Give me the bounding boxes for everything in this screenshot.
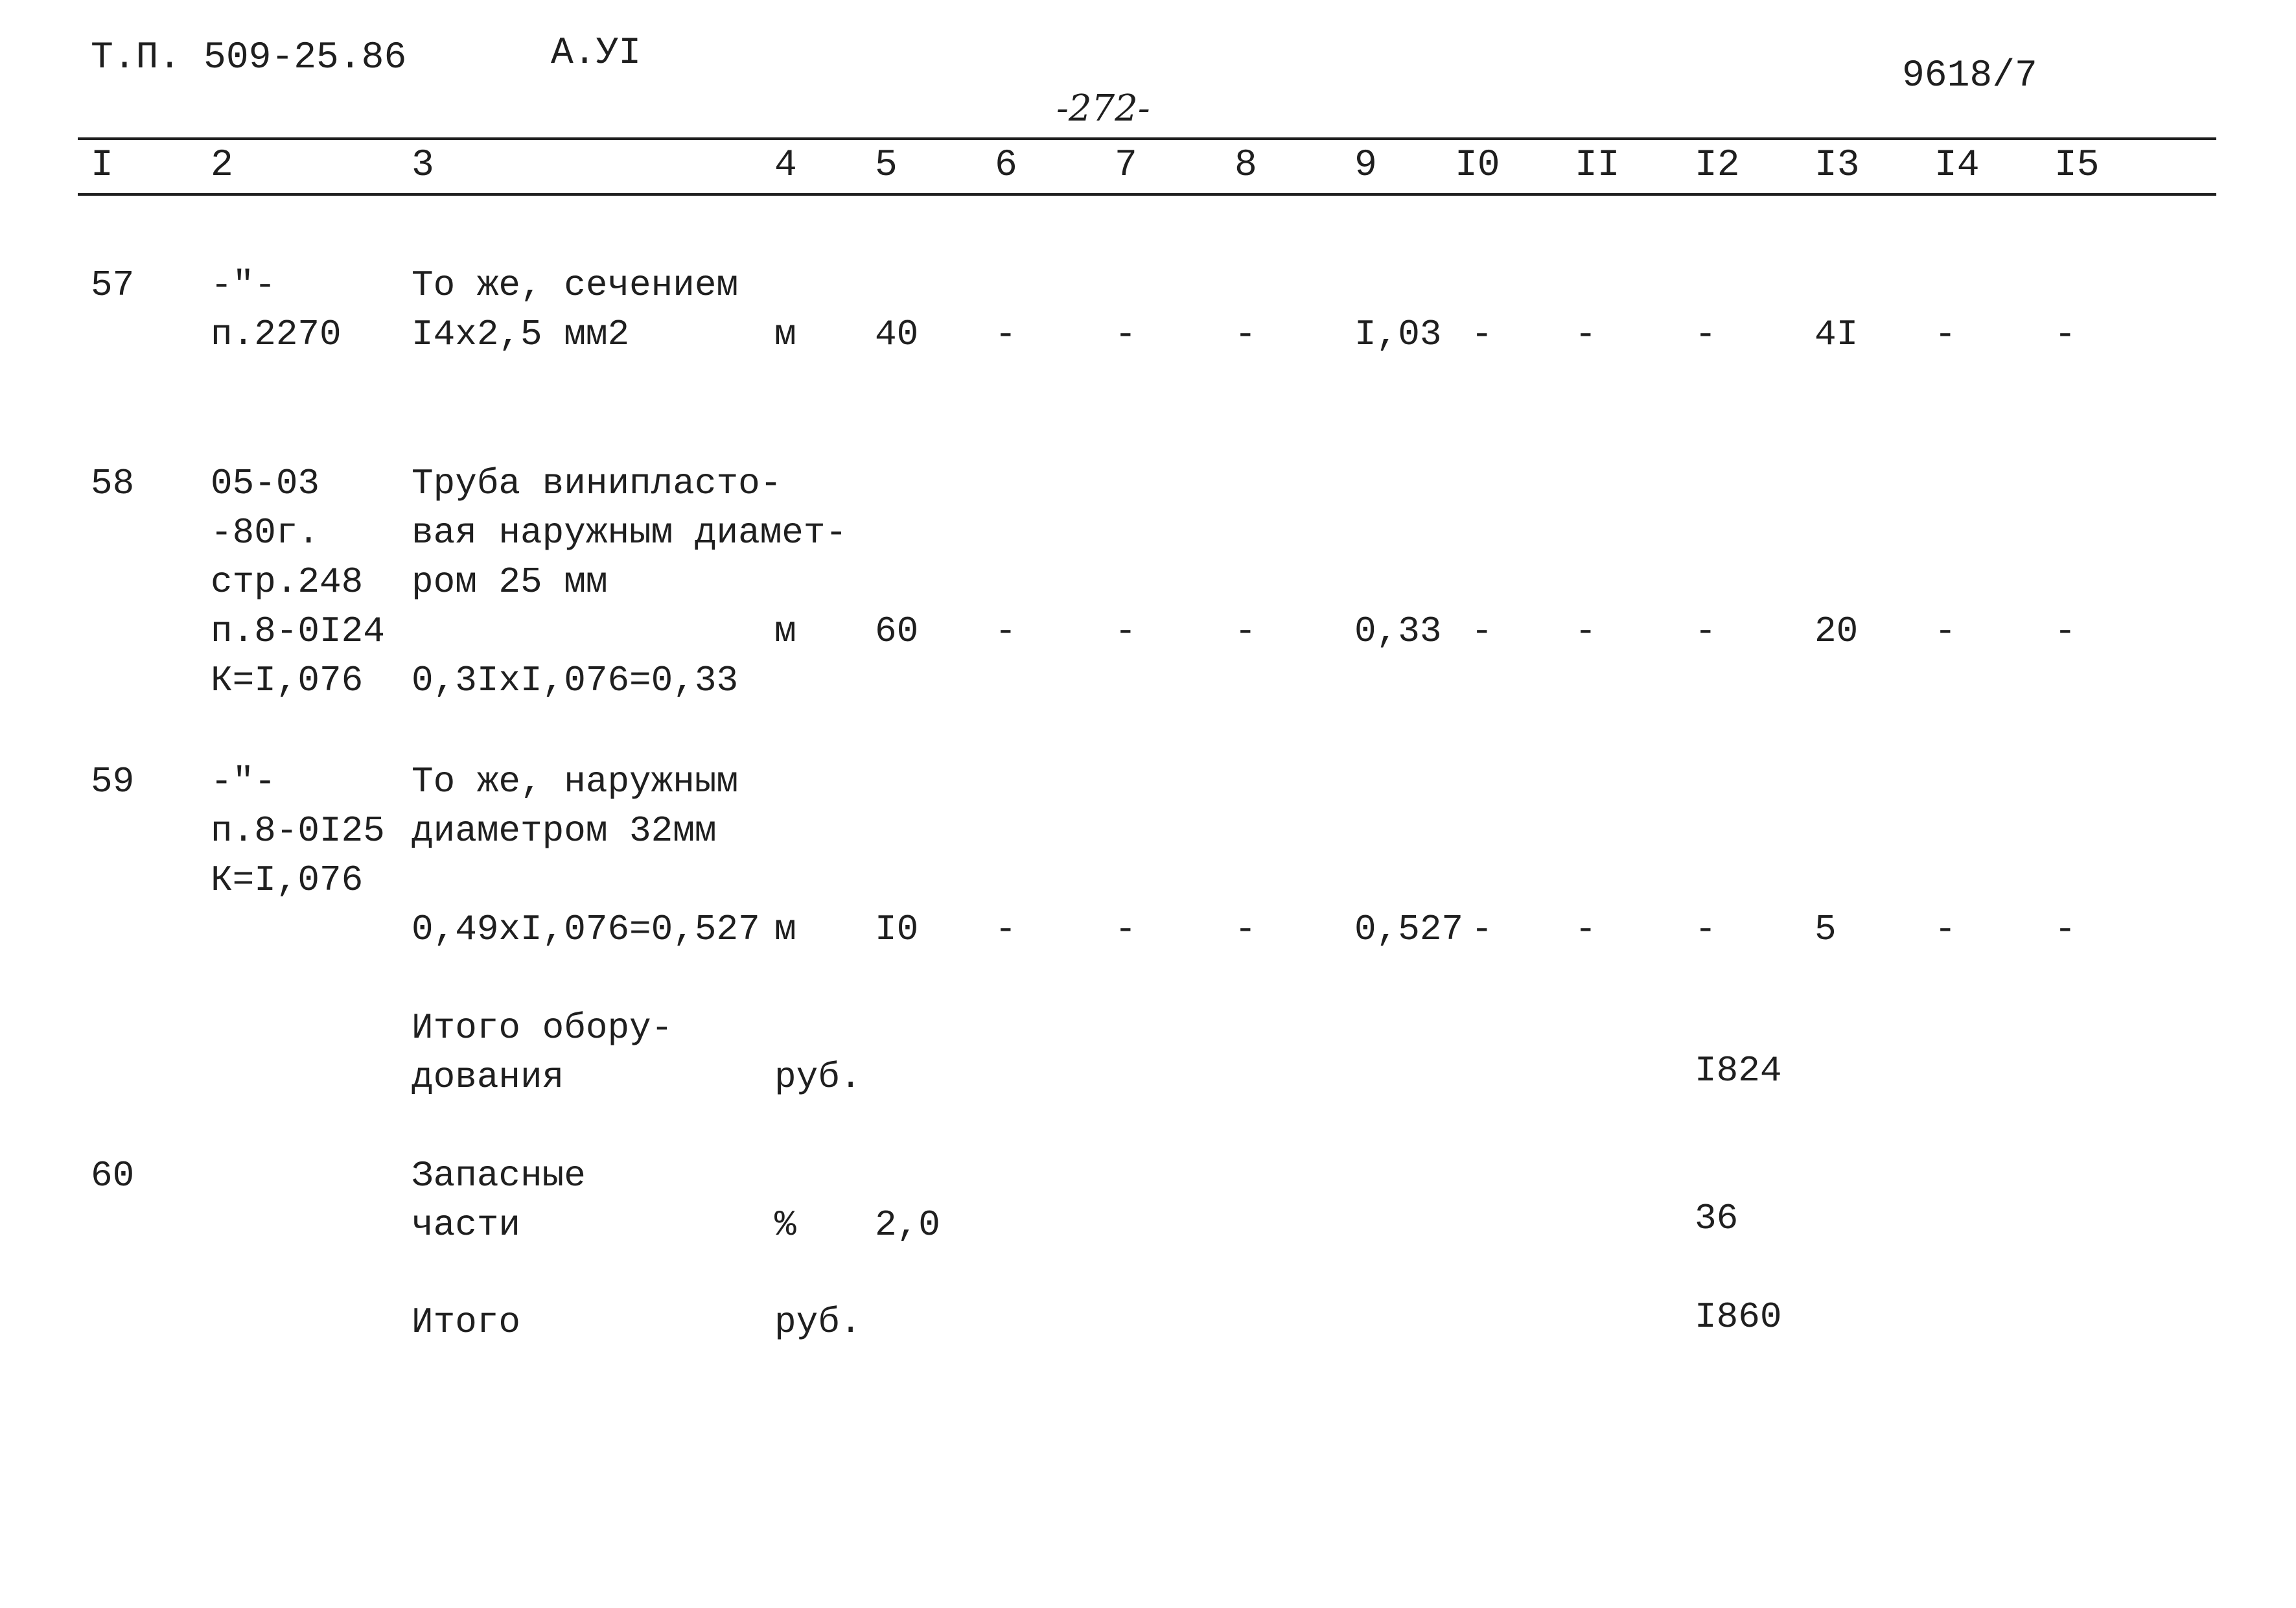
subtotal-label-line: Итого обору- bbox=[412, 1007, 673, 1049]
row-col6: - bbox=[995, 611, 1017, 652]
project-code: Т.П. 509-25.86 bbox=[91, 37, 407, 79]
row-unit: м bbox=[774, 314, 796, 355]
row-ref-line: 05-03 bbox=[211, 463, 320, 504]
row-col12: - bbox=[1695, 314, 1717, 355]
row-desc-line: 0,3IхI,076=0,33 bbox=[412, 660, 739, 701]
row-col14: - bbox=[1934, 314, 1956, 355]
subtotal-label-line: дования bbox=[412, 1056, 564, 1098]
row-col8: - bbox=[1235, 611, 1257, 652]
row-col9: 0,33 bbox=[1354, 611, 1442, 652]
row-col9: 0,527 bbox=[1354, 909, 1464, 950]
column-header: 6 bbox=[995, 145, 1017, 187]
column-header: 2 bbox=[211, 145, 233, 187]
row-ref-line: -80г. bbox=[211, 512, 320, 553]
column-header: 4 bbox=[774, 145, 797, 187]
row-col7: - bbox=[1115, 314, 1137, 355]
row-ref-line: -"- bbox=[211, 264, 276, 306]
row-col13: 20 bbox=[1815, 611, 1859, 652]
row-col6: - bbox=[995, 314, 1017, 355]
row-desc-line: ром 25 мм bbox=[412, 561, 608, 603]
album-code: А.УI bbox=[551, 32, 642, 75]
row-col11: - bbox=[1575, 314, 1597, 355]
column-header: 9 bbox=[1354, 145, 1377, 187]
row-ref-line: К=I,076 bbox=[211, 660, 364, 701]
spare-label-line: части bbox=[412, 1204, 521, 1246]
column-header: 5 bbox=[875, 145, 898, 187]
row-col10: - bbox=[1471, 611, 1493, 652]
sheet-code: 9618/7 bbox=[1902, 55, 2037, 97]
spare-label-line: Запасные bbox=[412, 1155, 586, 1196]
row-col7: - bbox=[1115, 611, 1137, 652]
column-header: II bbox=[1575, 145, 1620, 187]
row-qty: I0 bbox=[875, 909, 919, 950]
row-col15: - bbox=[2054, 909, 2076, 950]
column-header: I bbox=[91, 145, 113, 187]
row-col11: - bbox=[1575, 611, 1597, 652]
subtotal-unit: руб. bbox=[774, 1056, 862, 1098]
spare-unit: % bbox=[774, 1204, 796, 1246]
row-number: 60 bbox=[91, 1155, 135, 1196]
row-col12: - bbox=[1695, 611, 1717, 652]
row-col11: - bbox=[1575, 909, 1597, 950]
page-number: -272- bbox=[1056, 87, 1150, 130]
row-col8: - bbox=[1235, 909, 1257, 950]
column-header: I5 bbox=[2054, 145, 2100, 187]
row-desc-line: Труба винипласто- bbox=[412, 463, 782, 504]
row-col13: 5 bbox=[1815, 909, 1837, 950]
row-number: 59 bbox=[91, 761, 135, 802]
column-header: 3 bbox=[412, 145, 434, 187]
row-desc-line: То же, наружным bbox=[412, 761, 739, 802]
row-qty: 60 bbox=[875, 611, 919, 652]
row-ref-line: стр.248 bbox=[211, 561, 364, 603]
column-header: I2 bbox=[1695, 145, 1740, 187]
row-col10: - bbox=[1471, 909, 1493, 950]
row-ref-line: -"- bbox=[211, 761, 276, 802]
row-col8: - bbox=[1235, 314, 1257, 355]
row-col6: - bbox=[995, 909, 1017, 950]
column-header: 7 bbox=[1115, 145, 1137, 187]
total-label: Итого bbox=[412, 1301, 521, 1343]
row-ref-line: п.8-0I25 bbox=[211, 810, 385, 852]
row-number: 57 bbox=[91, 264, 135, 306]
row-unit: м bbox=[774, 611, 796, 652]
total-unit: руб. bbox=[774, 1301, 862, 1343]
subtotal-value: I824 bbox=[1695, 1050, 1782, 1091]
row-col9: I,03 bbox=[1354, 314, 1442, 355]
row-col13: 4I bbox=[1815, 314, 1859, 355]
row-unit: м bbox=[774, 909, 796, 950]
column-header: I0 bbox=[1455, 145, 1500, 187]
total-value: I860 bbox=[1695, 1296, 1782, 1338]
row-desc-line: диаметром 32мм bbox=[412, 810, 717, 852]
header-top-rule bbox=[78, 137, 2216, 140]
row-ref-line: п.8-0I24 bbox=[211, 611, 385, 652]
header-bottom-rule bbox=[78, 193, 2216, 196]
row-col14: - bbox=[1934, 611, 1956, 652]
row-col14: - bbox=[1934, 909, 1956, 950]
row-ref-line: п.2270 bbox=[211, 314, 342, 355]
row-col15: - bbox=[2054, 611, 2076, 652]
column-header: 8 bbox=[1235, 145, 1257, 187]
column-header: I4 bbox=[1934, 145, 1980, 187]
row-number: 58 bbox=[91, 463, 135, 504]
row-qty: 40 bbox=[875, 314, 919, 355]
row-col10: - bbox=[1471, 314, 1493, 355]
spare-qty: 2,0 bbox=[875, 1204, 940, 1246]
row-desc-line: I4х2,5 мм2 bbox=[412, 314, 630, 355]
column-header: I3 bbox=[1815, 145, 1860, 187]
row-desc-line: вая наружным диамет- bbox=[412, 512, 848, 553]
spare-value: 36 bbox=[1695, 1198, 1739, 1239]
row-desc-line: 0,49хI,076=0,527 bbox=[412, 909, 760, 950]
row-col7: - bbox=[1115, 909, 1137, 950]
row-ref-line: К=I,076 bbox=[211, 859, 364, 901]
row-desc-line: То же, сечением bbox=[412, 264, 739, 306]
row-col15: - bbox=[2054, 314, 2076, 355]
row-col12: - bbox=[1695, 909, 1717, 950]
